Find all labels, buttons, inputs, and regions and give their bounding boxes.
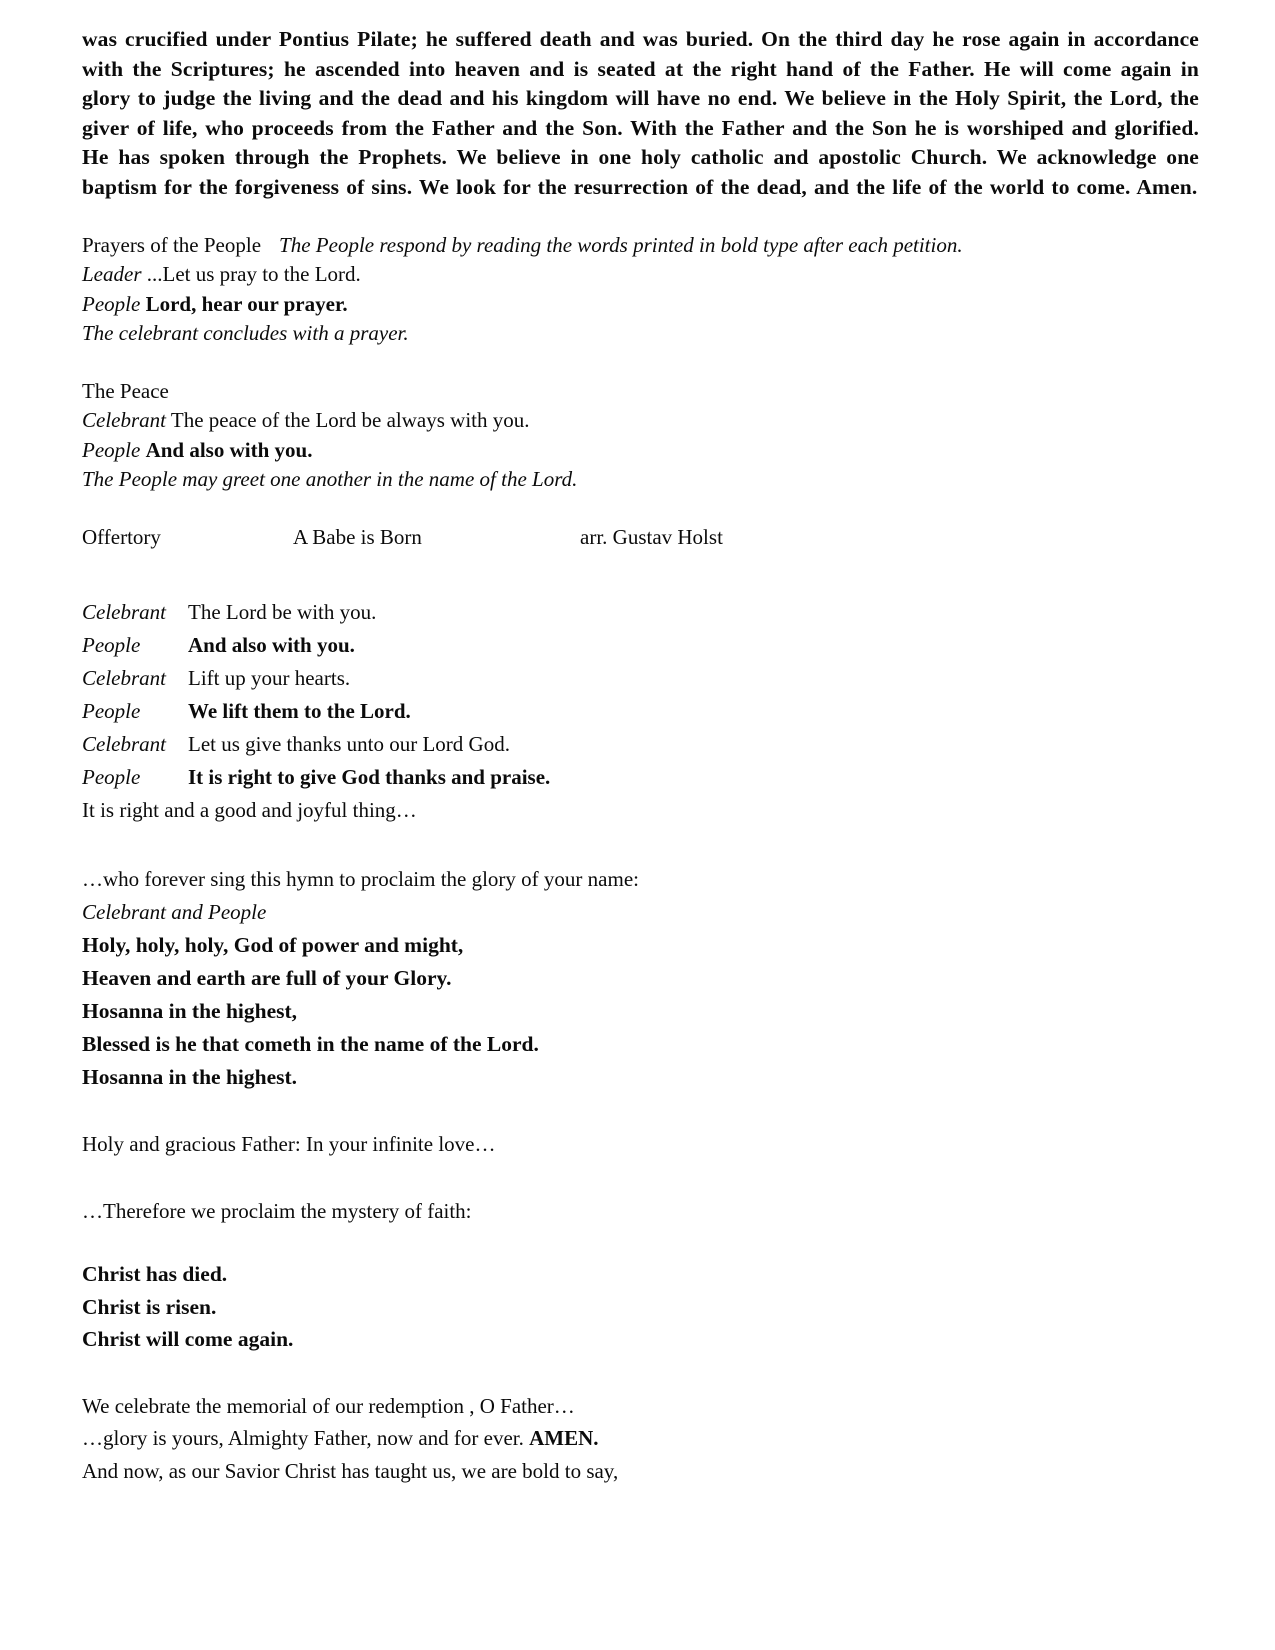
sanctus-line: Hosanna in the highest, xyxy=(82,999,298,1024)
speaker-label: People xyxy=(82,633,141,658)
sanctus-intro: …who forever sing this hymn to proclaim the glory of your name: xyxy=(82,867,639,892)
prayers-of-the-people-section xyxy=(82,231,1199,349)
consecration-intro: Holy and gracious Father: In your infinite love… xyxy=(82,1132,496,1157)
doxology-line xyxy=(82,1422,1199,1455)
closing-prayer-section xyxy=(82,1390,1199,1488)
offertory-label: Offertory xyxy=(82,524,161,549)
doxology-amen: AMEN. xyxy=(529,1426,599,1451)
prayers-people-line xyxy=(82,290,1199,320)
creed-paragraph: was crucified under Pontius Pilate; he suffered death and was buried. On the third day he rose again in accordance with the Scriptures; he ascended into heaven and is seated at the right hand of the Father. He will come again in glory to judge the living and the dead and his kingdom will have no end. We believe in the Holy Spirit, the Lord, the giver of life, who proceeds from the Father and the Son. With the Father and the Son he is worshiped and glorified. He has spoken through the Prophets. We believe in one holy catholic and apostolic Church. We acknowledge one baptism for the forgiveness of sins. We look for the resurrection of the dead, and the life of the world to come. Amen. xyxy=(82,27,1199,199)
dialogue-row xyxy=(82,695,1199,728)
peace-section xyxy=(82,377,1199,495)
acclamation-line: Christ is risen. xyxy=(82,1294,217,1319)
speaker-label: Celebrant xyxy=(82,666,166,691)
sursum-corda-dialogue xyxy=(82,596,1199,827)
sanctus-line: Holy, holy, holy, God of power and might, xyxy=(82,933,464,958)
peace-people-line xyxy=(82,436,1199,466)
sanctus-line: Hosanna in the highest. xyxy=(82,1065,298,1090)
dialogue-response: It is right to give God thanks and praise. xyxy=(188,765,551,790)
peace-heading: The Peace xyxy=(82,378,169,403)
leader-text: ...Let us pray to the Lord. xyxy=(146,262,361,287)
memorial-acclamation xyxy=(82,1258,1199,1356)
sanctus-line: Blessed is he that cometh in the name of the Lord. xyxy=(82,1032,539,1057)
offertory-line xyxy=(82,523,1199,553)
speaker-label: People xyxy=(82,699,141,724)
people-response: And also with you. xyxy=(145,437,313,462)
prayers-rubric: The People respond by reading the words printed in bold type after each petition. xyxy=(279,232,963,257)
dialogue-response: We lift them to the Lord. xyxy=(188,699,411,724)
preface-continuation: It is right and a good and joyful thing… xyxy=(82,798,417,823)
prayers-closing-rubric: The celebrant concludes with a prayer. xyxy=(82,321,409,346)
offertory-anthem-title: A Babe is Born xyxy=(293,524,422,549)
speaker-label: Celebrant xyxy=(82,732,166,757)
people-label: People xyxy=(82,437,141,462)
acclamation-line: Christ will come again. xyxy=(82,1327,294,1352)
prayers-heading: Prayers of the People xyxy=(82,232,262,257)
doxology-text: …glory is yours, Almighty Father, now and for ever. xyxy=(82,1426,524,1451)
dialogue-row xyxy=(82,596,1199,629)
leader-label: Leader xyxy=(82,262,142,287)
people-response: Lord, hear our prayer. xyxy=(145,291,348,316)
speaker-label: Celebrant xyxy=(82,600,166,625)
dialogue-text: Let us give thanks unto our Lord God. xyxy=(188,732,510,757)
acclamation-line: Christ has died. xyxy=(82,1262,228,1287)
mystery-of-faith-intro: …Therefore we proclaim the mystery of faith: xyxy=(82,1199,472,1224)
celebrant-text: The peace of the Lord be always with you. xyxy=(170,408,530,433)
dialogue-row xyxy=(82,728,1199,761)
dialogue-row xyxy=(82,761,1199,794)
memorial-line: We celebrate the memorial of our redemption , O Father… xyxy=(82,1393,575,1418)
speaker-label: People xyxy=(82,765,141,790)
lords-prayer-intro: And now, as our Savior Christ has taught us, we are bold to say, xyxy=(82,1458,619,1483)
sanctus-rubric: Celebrant and People xyxy=(82,900,267,925)
offertory-composer: arr. Gustav Holst xyxy=(580,524,723,549)
sanctus-section xyxy=(82,863,1199,1094)
dialogue-text: Lift up your hearts. xyxy=(188,666,351,691)
peace-rubric: The People may greet one another in the name of the Lord. xyxy=(82,467,578,492)
peace-celebrant-line xyxy=(82,406,1199,436)
dialogue-row xyxy=(82,629,1199,662)
prayers-heading-line xyxy=(82,231,1199,261)
dialogue-row xyxy=(82,662,1199,695)
celebrant-label: Celebrant xyxy=(82,408,166,433)
sanctus-line: Heaven and earth are full of your Glory. xyxy=(82,966,452,991)
people-label: People xyxy=(82,291,141,316)
prayers-leader-line xyxy=(82,260,1199,290)
dialogue-text: The Lord be with you. xyxy=(188,600,377,625)
dialogue-response: And also with you. xyxy=(188,633,355,658)
